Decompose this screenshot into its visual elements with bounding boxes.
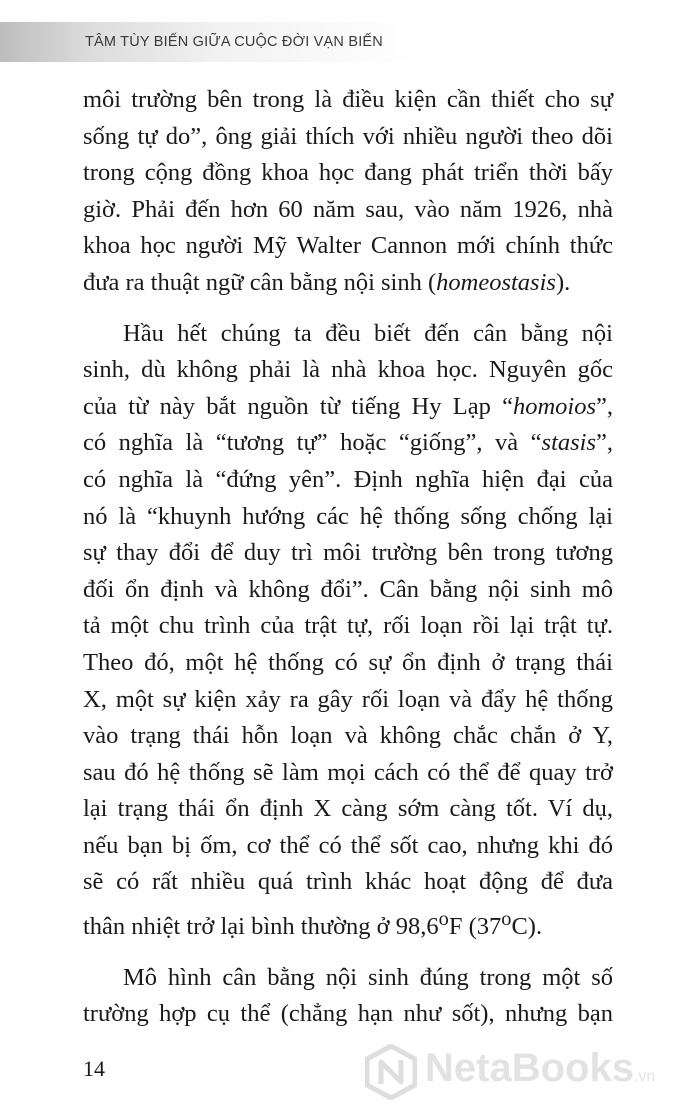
text-segment: thân nhiệt trở lại bình thường ở 98,6 [83,913,439,941]
text-segment: có nghĩa là “tương tự” hoặc “giống”, và “ [83,429,542,457]
text-line: có nghĩa là “đứng yên”. Định nghĩa hiện đại của [83,465,613,493]
text-line: nếu bạn bị ốm, cơ thể có thể sốt cao, nhưng khi đó [83,831,613,859]
text-line: nó là “khuynh hướng các hệ thống sống chống lại [83,502,613,530]
paragraph-gap [83,302,613,316]
degree-superscript: o [501,908,512,931]
text-line: sống tự do”, ông giải thích với nhiều người theo dõi [83,122,613,150]
text-line: trong cộng đồng khoa học đang phát triển thời bấy [83,159,613,187]
text-line: khoa học người Mỹ Walter Cannon mới chính thức [83,232,613,260]
italic-term: homoios [512,392,596,420]
text-line: lại trạng thái ổn định X càng sớm càng tốt. Ví dụ, [83,795,613,823]
text-line: trường hợp cụ thể (chẳng hạn như sốt), nhưng bạn [83,1000,613,1028]
page-number: 14 [83,1056,105,1081]
italic-term: stasis [541,429,596,457]
text-line: sinh, dù không phải là nhà khoa học. Nguyên gốc [83,356,613,384]
text-segment: đưa ra thuật ngữ cân bằng nội sinh ( [83,268,437,296]
text-line: sẽ có rất nhiều quá trình khác hoạt động để đưa [83,868,613,896]
text-line: sự thay đổi để duy trì môi trường bên trong tương [83,539,613,567]
text-line: Theo đó, một hệ thống có sự ổn định ở trạng thái [83,648,613,676]
text-line [83,389,613,426]
netabooks-logo-icon [365,1044,417,1100]
text-segment: C). [511,913,543,941]
text-line [83,901,613,946]
body-text [83,82,613,1033]
text-line [83,265,613,302]
text-line: giờ. Phải đến hơn 60 năm sau, vào năm 1926, nhà [83,195,613,223]
text-line: Mô hình cân bằng nội sinh đúng trong một số [123,963,613,991]
degree-superscript: o [438,908,449,931]
text-line: đối ổn định và không đổi”. Cân bằng nội sinh mô [83,575,613,603]
text-segment: ”, [596,429,613,457]
running-head: TÂM TÙY BIẾN GIỮA CUỘC ĐỜI VẠN BIẾN [85,34,383,50]
paragraph-gap [83,946,613,960]
watermark-brand-name: NetaBooks [425,1046,634,1090]
text-line: sau đó hệ thống sẽ làm mọi cách có thể để quay trở [83,758,613,786]
text-line: X, một sự kiện xảy ra gây rối loạn và đẩy hệ thống [83,685,613,713]
text-line [83,425,613,462]
text-segment: ”, [596,392,613,420]
text-segment: F (37 [448,913,502,941]
text-segment: của từ này bắt nguồn từ tiếng Hy Lạp “ [83,392,513,420]
text-segment: ). [555,268,571,296]
text-line: tả một chu trình của trật tự, rối loạn rồi lại trật tự. [83,612,613,640]
text-line: vào trạng thái hỗn loạn và không chắc chắn ở Y, [83,722,613,750]
text-line: môi trường bên trong là điều kiện cần thiết cho sự [83,86,613,113]
text-line: Hầu hết chúng ta đều biết đến cân bằng nội [123,319,613,347]
watermark [365,1040,695,1104]
watermark-brand-tld: .vn [633,1068,656,1085]
italic-term: homeostasis [436,268,556,296]
watermark-brand [425,1046,655,1091]
